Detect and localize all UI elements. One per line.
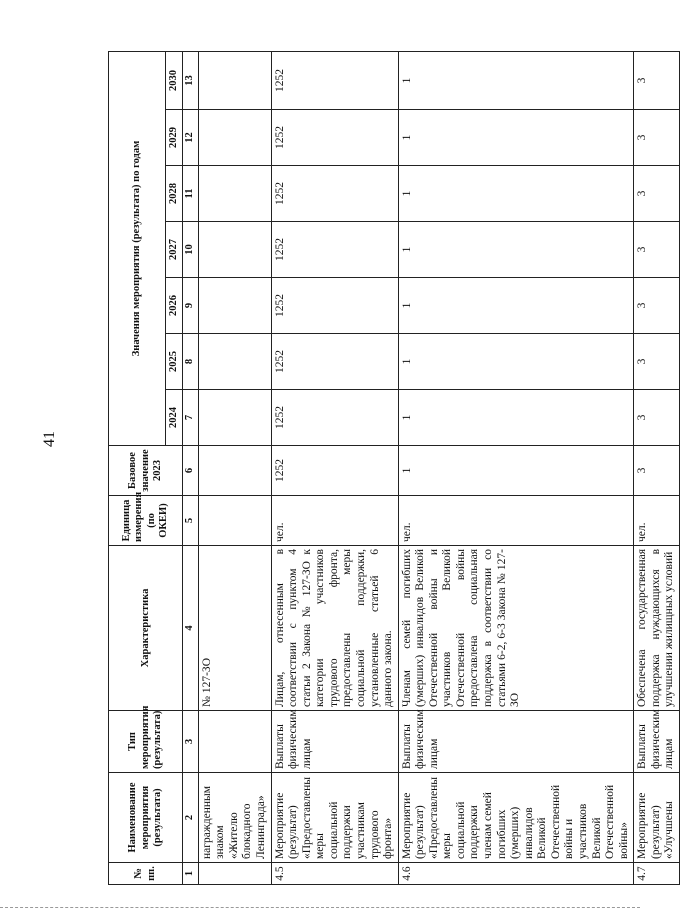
row-value: 1 — [398, 110, 634, 166]
header-years-group: Значения мероприятия (результата) по годам — [109, 51, 166, 445]
row-unit: чел. — [271, 496, 398, 546]
activities-table — [108, 51, 680, 885]
row-num: 4.7 — [634, 863, 680, 885]
row-type — [198, 711, 271, 773]
header-year: 2026 — [166, 278, 183, 334]
row-num: 4.5 — [271, 863, 398, 885]
row-type: Выплаты физическим лицам — [634, 711, 680, 773]
header-year: 2030 — [166, 51, 183, 109]
row-value: 3 — [634, 222, 680, 278]
row-name: награжденным знаком «Жителю блокадного Ленинграда» — [198, 773, 271, 863]
row-value: 3 — [634, 390, 680, 446]
header-year: 2027 — [166, 222, 183, 278]
column-number: 8 — [183, 334, 198, 390]
row-unit: чел. — [398, 496, 634, 546]
header-type: Тип мероприятия (результата) — [109, 711, 183, 773]
row-name: Мероприятие (результат) «Улучшены — [634, 773, 680, 863]
column-number: 12 — [183, 110, 198, 166]
header-year: 2025 — [166, 334, 183, 390]
header-name: Наименование мероприятия (результата) — [109, 773, 183, 863]
row-value: 3 — [634, 278, 680, 334]
row-value: 1252 — [271, 51, 398, 109]
page-number: 41 — [41, 431, 58, 447]
column-number: 7 — [183, 390, 198, 446]
column-number: 9 — [183, 278, 198, 334]
row-name: Мероприятие (результат) «Предоставлены меры социальной поддержки участникам трудового фронта» — [271, 773, 398, 863]
column-number: 2 — [183, 773, 198, 863]
row-value: 1 — [398, 222, 634, 278]
row-value: 3 — [634, 51, 680, 109]
row-unit — [198, 496, 271, 546]
row-value: 1 — [398, 278, 634, 334]
row-unit: чел. — [634, 496, 680, 546]
row-base — [198, 446, 271, 496]
row-characteristic: Обеспечена государственная поддержка нуждающихся в улучшении жилищных условий — [634, 546, 680, 711]
row-characteristic: Лицам, отнесенным в соответствии с пунктом 4 статьи 2 Закона № 127-ЗО к категории участников трудового фронта, предоставлены меры социальной поддержки, установленные статьей 6 данного закона. — [271, 546, 398, 711]
row-base: 1 — [398, 446, 634, 496]
header-year: 2029 — [166, 110, 183, 166]
row-num: 4.6 — [398, 863, 634, 885]
table-row — [398, 51, 634, 884]
column-number: 13 — [183, 51, 198, 109]
row-value: 3 — [634, 166, 680, 222]
row-value: 1252 — [271, 390, 398, 446]
row-value — [198, 110, 271, 166]
header-base: Базовое значение 2023 — [109, 446, 183, 496]
header-unit: Единица измерения (по ОКЕИ) — [109, 496, 183, 546]
row-characteristic: Членам семей погибших (умерших) инвалидов Великой Отечественной войны и участников Великой Отечественной войны предоставлена социальная поддержка в соответствии со статьями 6-2, 6-3 Закона № 127-ЗО — [398, 546, 634, 711]
column-number: 1 — [183, 863, 198, 885]
column-number-row — [183, 51, 198, 884]
row-base: 3 — [634, 446, 680, 496]
column-number: 3 — [183, 711, 198, 773]
row-value — [198, 222, 271, 278]
row-value: 1252 — [271, 334, 398, 390]
row-characteristic: № 127-ЗО — [198, 546, 271, 711]
header-year: 2028 — [166, 166, 183, 222]
row-value: 1 — [398, 334, 634, 390]
row-value: 3 — [634, 334, 680, 390]
row-value — [198, 166, 271, 222]
header-num: № пп. — [109, 863, 183, 885]
table-row — [198, 51, 271, 884]
column-number: 6 — [183, 446, 198, 496]
column-number: 10 — [183, 222, 198, 278]
table-row — [634, 51, 680, 884]
row-type: Выплаты физическим лицам — [271, 711, 398, 773]
column-number: 5 — [183, 496, 198, 546]
row-value — [198, 334, 271, 390]
row-value: 1 — [398, 51, 634, 109]
header-year: 2024 — [166, 390, 183, 446]
header-row-1 — [109, 51, 166, 884]
row-name: Мероприятие (результат) «Предоставлены меры социальной поддержки членам семей погибших (умерших) инвалидов Великой Отечественной войны и участников Великой Отечественной войны» — [398, 773, 634, 863]
row-value: 1252 — [271, 110, 398, 166]
row-value: 1252 — [271, 166, 398, 222]
row-type: Выплаты физическим лицам — [398, 711, 634, 773]
row-value: 1252 — [271, 222, 398, 278]
scan-edge-line — [0, 907, 640, 909]
row-value — [198, 278, 271, 334]
rotated-table-container — [108, 52, 676, 885]
row-num — [198, 863, 271, 885]
header-characteristic: Характеристика — [109, 546, 183, 711]
row-value — [198, 390, 271, 446]
row-value — [198, 51, 271, 109]
column-number: 4 — [183, 546, 198, 711]
row-value: 1252 — [271, 278, 398, 334]
row-value: 3 — [634, 110, 680, 166]
table-row — [271, 51, 398, 884]
column-number: 11 — [183, 166, 198, 222]
row-value: 1 — [398, 390, 634, 446]
row-base: 1252 — [271, 446, 398, 496]
row-value: 1 — [398, 166, 634, 222]
